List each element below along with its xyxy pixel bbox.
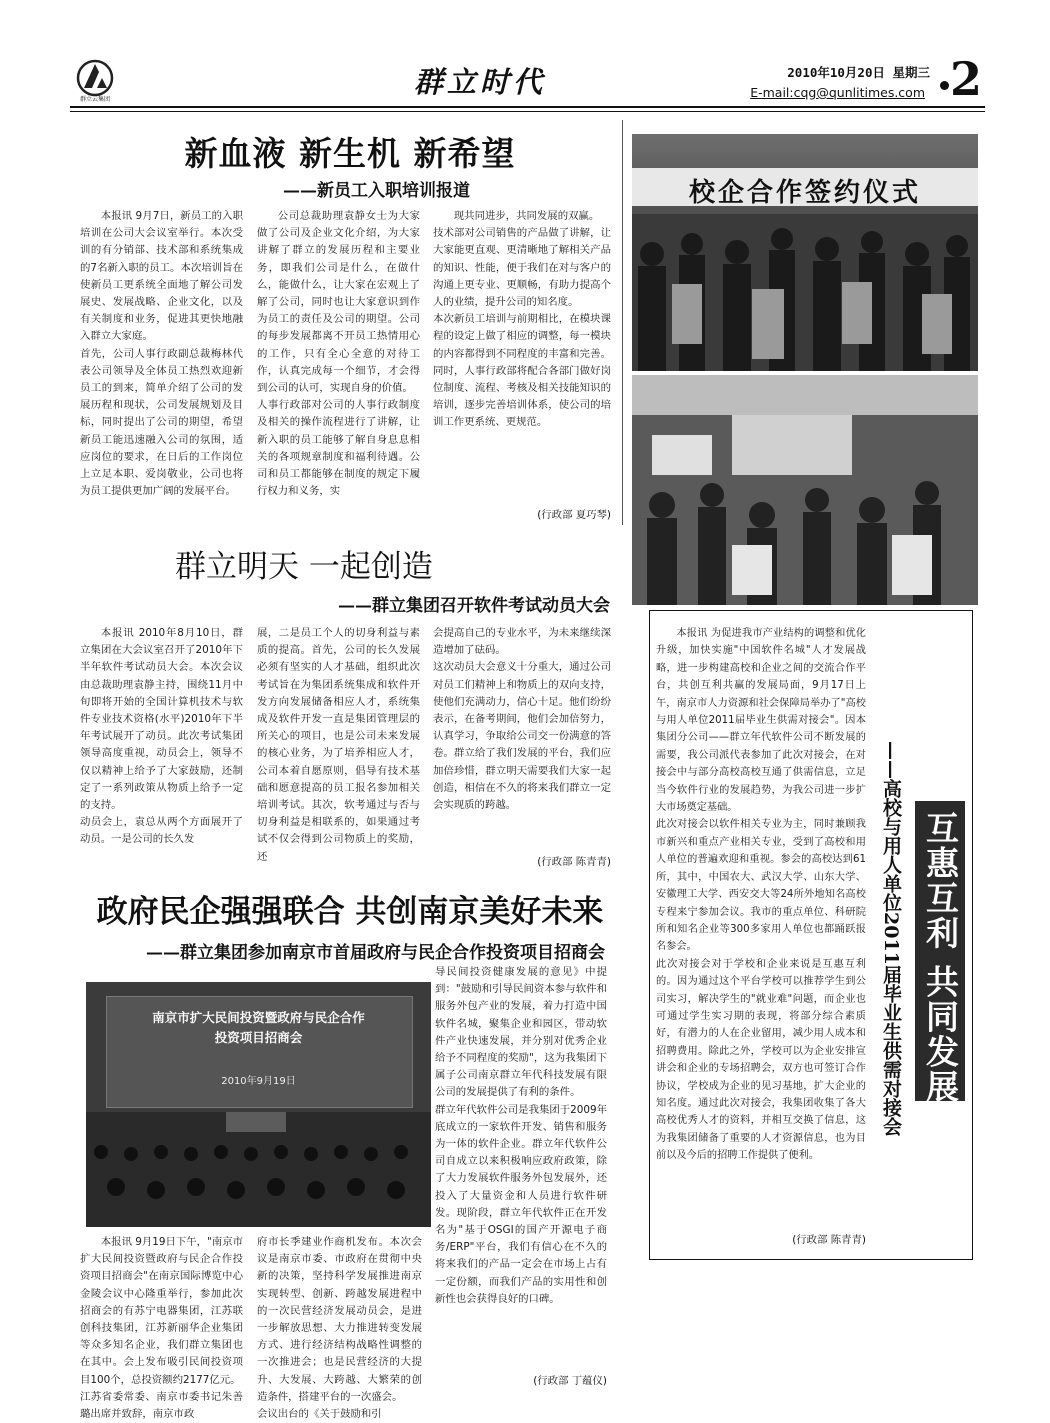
forum-banner-date: 2010年9月19日 [221,1076,296,1087]
headline: 新血液 新生机 新希望 [184,134,516,173]
byline: (行政部 陈青青) [792,1234,866,1246]
article-column: 会提高自己的专业水平，为未来继续深造增加了砝码。 这次动员大会意义十分重大，通过公司对员工们精神上和物质上的双向支持，使他们充满动力，信心十足。他们纷纷表示，在备考期间，他们会加倍努力，认真学习，争取给公司交一份满意的答卷。群立给了我们发展的平台，我们应加倍珍惜，群立明天需要我们大家一起创造，相信在不久的将来我们群立一定会实现质的跨越。 [433,627,611,812]
subheadline: ——新员工入职培训报道 [283,181,470,201]
photo-job-fair [632,375,978,605]
paper-name: 群立时代 [413,65,546,99]
forum-banner-line1: 南京市扩大民间投资暨政府与民企合作 [152,1010,365,1025]
photo-banner-text: 校企合作签约仪式 [688,178,921,208]
vertical-headline: 互惠互利 共同发展 [921,811,960,1105]
column-divider [622,120,623,525]
masthead-rule-bottom [70,111,985,112]
audience-illustration [86,1112,431,1227]
photo-investment-forum [86,982,431,1227]
vertical-subheadline: ——高校与用人单位2011届毕业生供需对接会 [880,741,902,1136]
article-column: 导民间投资健康发展的意见》中提到："鼓励和引导民间资本参与软件和服务外包产业的发展，着力打造中国软件名城，聚集企业和园区，带动软件产业快速发展，并分别对优秀企业给予不同程度的奖励"，这为我集团下属子公司南京群立年代科技发展有限公司的发展提供了有利的条件。 群立年代软件公司是我集团于2009年底成立的一家软件开发、销售和服务为一体的软件企业。群立年代软件公司自成立以来积极响应政府政策，除了大力发展软件服务外包发展外，还投入了大量资金和人员进行软件研发。现阶段，群立年代软件正在开发名为"基于OSGI的国产开源电子商务/ERP"平台，我们有信心在不久的将来我们的产品一定会在市场上占有一定份额，而我们产品的实用性和创新性也会获得良好的口碑。 [435,966,607,1305]
headline: 群立明天 一起创造 [175,549,433,585]
issue-date: 2010年10月20日 星期三 [787,65,930,80]
crowd-illustration [632,214,978,371]
article-column: 本报讯 9月7日，新员工的入职培训在公司大会议室举行。本次受训的有分销部、技术部和系统集成的7名新入职的员工。本次培训旨在使新员工更系统全面地了解公司发展史、发展战略、企业文化，以及有关制度和业务，促进其更快地融入群立大家庭。 首先，公司人事行政副总裁梅林代表公司领导及全体员工热烈欢迎新员工的到来，简单介绍了公司的发展历程和现状，公司发展规划及目标，同时提出了公司的期望，希望新员工能迅速融入公司的氛围，适应岗位的要求，在日后的工作岗位上立足本职、爱岗敬业，公司也将为员工提供更加广阔的发展平台。 [80,210,243,498]
article-column: 公司总裁助理袁静女士为大家做了公司及企业文化介绍，为大家讲解了群立的发展历程和主要业务，即我们公司是什么，在做什么，能做什么，让大家在宏观上了解了公司，同时也让大家意识到作为员工的责任及公司的期望。公司的每步发展都离不开员工热情用心的工作，只有全心全意的对待工作，认真完成每一个细节，才会得到公司的认可，实现自身的价值。 人事行政部对公司的人事行政制度及相关的操作流程进行了讲解，让新入职的员工能够了解自身息息相关的各项规章制度和福利待遇。公司和员工都能够在制度的规定下履行权力和义务，实 [257,210,420,498]
byline: (行政部 陈青青) [537,856,611,868]
article-software-exam-rally [80,535,620,868]
forum-banner-line2: 投资项目招商会 [214,1030,303,1045]
article-column: 现共同进步，共同发展的双赢。 技术部对公司销售的产品做了讲解，让大家能更直观、更清晰地了解相关产品的知识、性能，便于我们在对与客户的沟通上更专业、更顺畅，有助力提高个人的业绩，提升公司的知名度。 本次新员工培训与前期相比，在模块课程的设定上做了相应的调整，每一模块的内容都得到不同程度的丰富和完善。同时，人事行政部将配合各部门做好岗位制度、流程、考核及相关技能知识的培训，逐步完善培训体系，使公司的培训工作更系统、更规范。 [433,210,611,429]
masthead-rule-top [70,106,985,108]
masthead [0,0,1050,120]
subheadline: ——群立集团参加南京市首届政府与民企合作投资项目招商会 [146,943,605,963]
article-body: 本报讯 为促进我市产业结构的调整和优化升级，加快实施"中国软件名城"人才发展战略，进一步构建高校和企业之间的交流合作平台，共创互利共赢的发展局面，9月17日上午，南京市人力资源和社会保障局举办了"高校与用人单位2011届毕业生供需对接会"。因本集团分公司——群立年代软件公司不断发展的需要，我公司派代表参加了此次对接会，在对接会中与部分高校高校互通了供需信息，立足当今软件行业的发展趋势，为我公司进一步扩大市场奠定基础。 此次对接会以软件相关专业为主，同时兼顾我市新兴和重点产业相关专业，受到了高校和用人单位的普遍欢迎和重视。参会的高校达到61所，其中，中国农大、武汉大学、山东大学、安徽理工大学、西安交大等24所外地知名高校专程来宁参加会议。我市的重点单位、科研院所和知名企业等300多家用人单位也都踊跃报名参会。 此次对接会对于学校和企业来说是互惠互利的。因为通过这个平台学校可以推荐学生到公司实习，解决学生的"就业难"问题，而企业也可通过学生实习期的表现，将部分综合素质好，有潜力的人在企业留用，减少用人成本和招聘费用。除此之外，学校可以为企业安排宣讲会和企业的专场招聘会，双方也可签订合作协议，学校成为企业的见习基地，扩大企业的知名度。通过此次对接会，我集团收集了各大高校优秀人才的资料，并相互交换了信息，这为我集团储备了重要的人才资源信息，也为目前以及今后的招聘工作提供了便利。 [656,628,866,1162]
photo-signing-ceremony [632,134,978,371]
article-column: 府市长季建业作商机发布。本次会议是南京市委、市政府在贯彻中央新的决策，坚持科学发展推进南京实现转型、创新、跨越发展进程中的一次民营经济发展动员会，是进一步解放思想、大力推进转变发展方式、进行经济结构战略性调整的一次推进会；也是民营经济的大提升、大发展、大跨越、大繁荣的创造条件，搭建平台的一次盛会。 会议出台的《关于鼓励和引 [257,1236,422,1421]
job-fair-illustration [632,375,978,605]
article-campus-job-fair [649,610,973,1260]
email: E-mail:cqg@qunlitimes.com [750,85,925,100]
logo-caption: 群立云集团 [79,96,110,103]
article-new-employee-training [80,120,620,530]
subheadline: ——群立集团召开软件考试动员大会 [338,596,610,616]
article-column: 展，二是员工个人的切身利益与素质的提高。首先，公司的长久发展必须有坚实的人才基础，组织此次考试旨在为集团系统集成和软件开发方向发展储备相应人才，系统集成及软件开发一直是集团管理层的所关心的项目，也是公司未来发展的核心业务，为了培养相应人才，公司本着自愿原则，倡导有技术基础和愿意提高的员工报名参加相关培训考试。其次，软考通过与否与切身利益是相联系的，如果通过考试不仅会得到公司物质上的奖励，还 [257,627,420,863]
page-number: 2 [949,52,982,106]
byline: (行政部 夏巧琴) [537,509,611,521]
logo [70,58,120,104]
article-column: 本报讯 9月19日下午，"南京市扩大民间投资暨政府与民企合作投资项目招商会"在南京国际博览中心金陵会议中心隆重举行，参加此次招商会的有苏宁电器集团，江苏联创科技集团，江苏新丽华企业集团等众多知名企业，我们群立集团也在其中。会上发布吸引民间投资项目100个，总投资额约2177亿元。 江苏省委常委、南京市委书记朱善璐出席并致辞，南京市政 [80,1236,244,1421]
article-government-enterprise-forum [80,872,640,1421]
headline: 政府民企强强联合 共创南京美好未来 [96,894,604,930]
byline: (行政部 丁蕴仪) [533,1375,607,1387]
article-column: 本报讯 2010年8月10日，群立集团在大会议室召开了2010年下半年软件考试动员大会。本次会议由总裁助理袁静主持，围绕11月中旬即将开始的全国计算机技术与软件专业技术资格(水平)2010年下半年考试展开了动员。此次考试集团领导高度重视，动员会上，领导不仅以精神上给予了大家鼓励，还制定了一系列政策从物质上给予一定的支持。 动员会上，袁总从两个方面展开了动员。一是公司的长久发 [80,627,243,846]
